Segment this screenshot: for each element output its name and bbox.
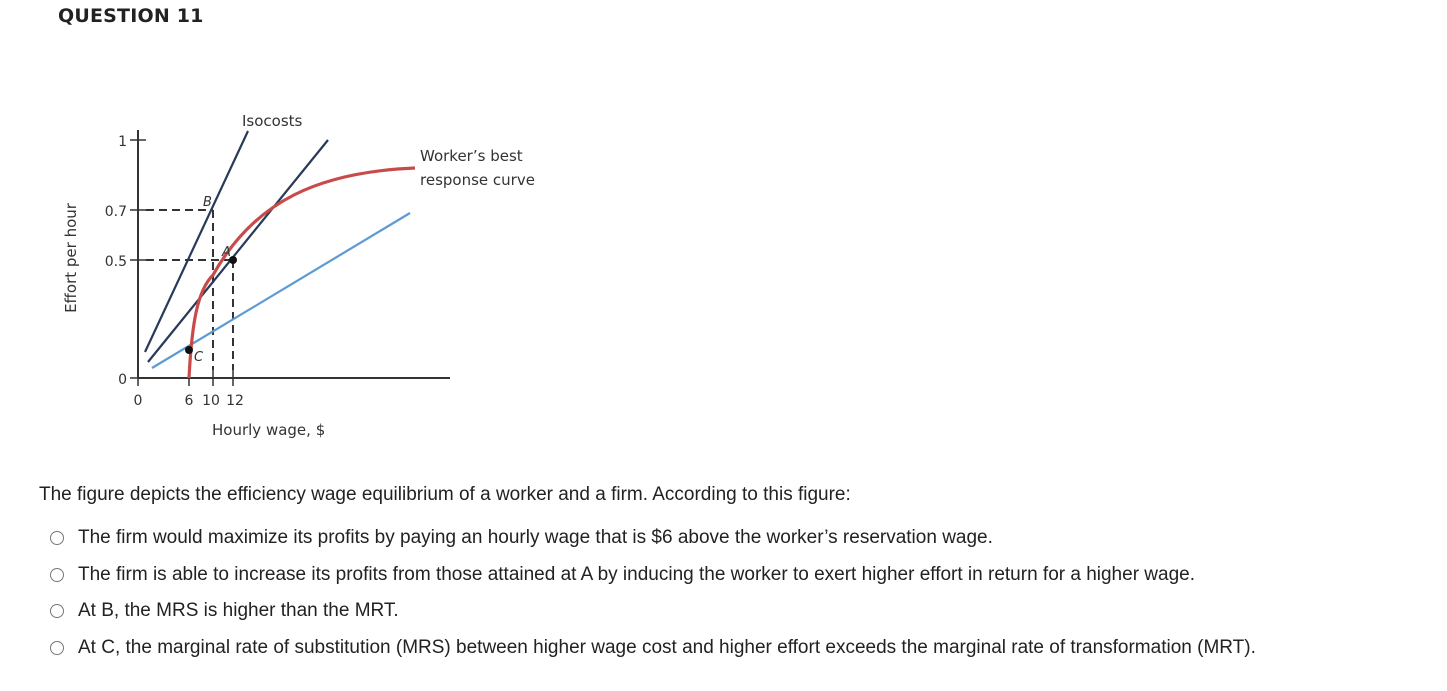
radio-button[interactable]: [50, 531, 64, 545]
y-tick-label-05: 0.5: [104, 254, 127, 270]
answer-option-2[interactable]: [50, 557, 1256, 594]
answer-option-text: The firm is able to increase its profits from those attained at A by inducing the worker to exert higher effort in return for a higher wage.: [78, 563, 1196, 585]
best-response-label-line1: Worker’s best: [420, 147, 523, 165]
radio-button[interactable]: [50, 641, 64, 655]
y-axis-label: Effort per hour: [62, 203, 80, 313]
y-tick-label-1: 1: [118, 134, 127, 150]
x-tick-label-12: 12: [226, 393, 244, 409]
radio-button[interactable]: [50, 568, 64, 582]
point-b-label: B: [203, 195, 212, 210]
x-tick-label-10: 10: [202, 393, 220, 409]
answer-option-4[interactable]: [50, 630, 1256, 667]
isocost-middle-line: [148, 140, 328, 362]
x-axis-label: Hourly wage, $: [212, 421, 326, 439]
best-response-curve: [189, 168, 415, 378]
answer-option-1[interactable]: [50, 520, 1256, 557]
answer-options: [50, 520, 1256, 666]
x-tick-label-6: 6: [184, 393, 194, 409]
isocosts-label: Isocosts: [242, 112, 303, 130]
answer-option-3[interactable]: [50, 593, 1256, 630]
question-prompt: The figure depicts the efficiency wage equilibrium of a worker and a firm. According to this figure:: [39, 484, 851, 505]
answer-option-text: At B, the MRS is higher than the MRT.: [78, 600, 399, 622]
y-tick-label-07: 0.7: [104, 204, 127, 220]
answer-option-text: The firm would maximize its profits by paying an hourly wage that is $6 above the worker’s reservation wage.: [78, 527, 993, 549]
question-title: QUESTION 11: [58, 5, 204, 27]
best-response-label-line2: response curve: [420, 171, 535, 189]
point-c-label: C: [194, 350, 204, 365]
point-c-marker: [185, 346, 193, 354]
answer-option-text: At C, the marginal rate of substitution (MRS) between higher wage cost and higher effort exceeds the marginal rate of transformation (MRT).: [78, 636, 1256, 658]
radio-button[interactable]: [50, 604, 64, 618]
point-a-label: A: [222, 245, 231, 260]
efficiency-wage-figure: [0, 0, 620, 460]
y-tick-label-0: 0: [118, 372, 127, 388]
x-tick-label-0: 0: [133, 393, 143, 409]
